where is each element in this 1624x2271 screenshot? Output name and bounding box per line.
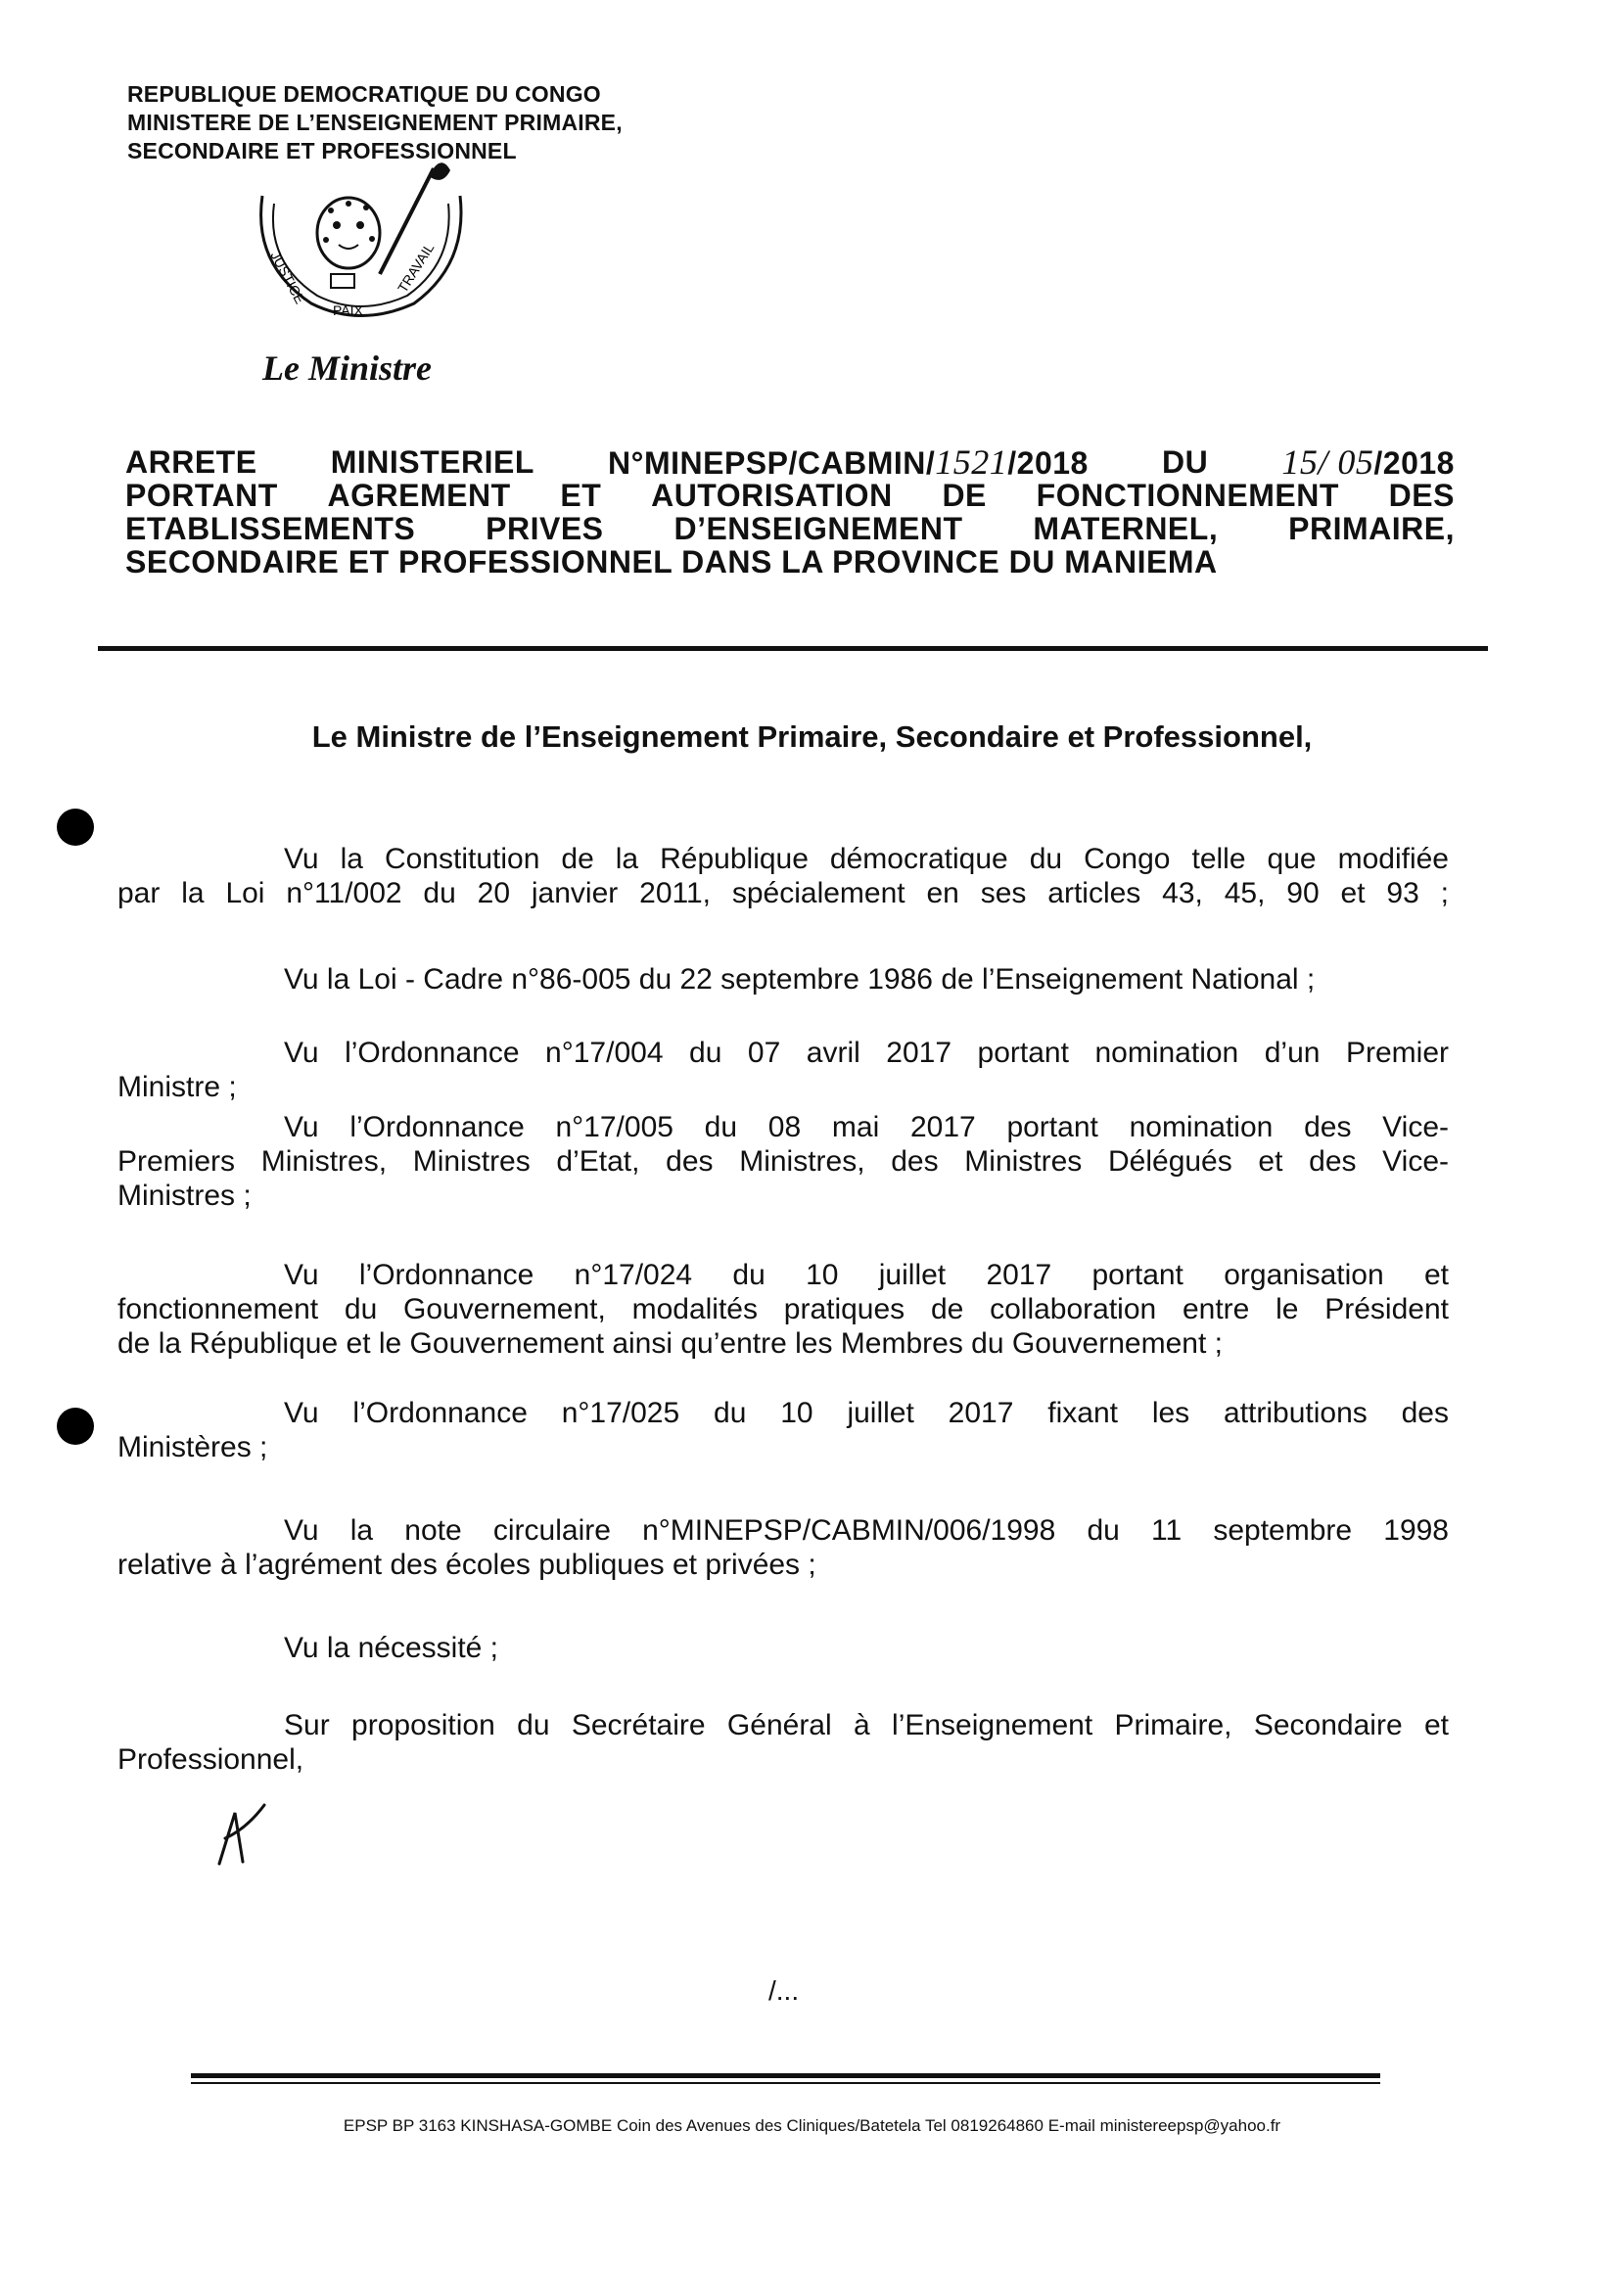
title-word: MINISTERIEL: [330, 444, 534, 480]
consideration-loi-cadre: Vu la Loi - Cadre n°86-005 du 22 septembre 1986 de l’Enseignement National ;: [284, 963, 1316, 996]
footer-divider-thin: [191, 2082, 1380, 2084]
footer-address: EPSP BP 3163 KINSHASA-GOMBE Coin des Avenues des Cliniques/Batetela Tel 0819264860 E-mail ministereepsp@yahoo.fr: [343, 2116, 1281, 2135]
consideration-constitution: Vu la Constitution de la République démocratique du Congo telle que modifiée par la Loi n°11/002 du 20 janvier 2011, spécialement en ses articles 43, 45, 90 et 93 ;: [117, 843, 1449, 909]
title-divider: [98, 646, 1488, 651]
title-line-1: [125, 442, 1455, 482]
decree-date: 15/ 05/2018: [1281, 442, 1455, 482]
preamble: Le Ministre de l’Enseignement Primaire, Secondaire et Professionnel,: [311, 719, 1313, 754]
consideration-proposition: Sur proposition du Secrétaire Général à l’Enseignement Primaire, Secondaire et Professionnel,: [117, 1709, 1449, 1776]
letterhead-ministry-line1: MINISTERE DE L’ENSEIGNEMENT PRIMAIRE,: [127, 110, 623, 135]
title-line-4: SECONDAIRE ET PROFESSIONNEL DANS LA PROVINCE DU MANIEMA: [125, 544, 1218, 579]
footer-divider: [191, 2073, 1380, 2078]
handwritten-number: 1521: [935, 442, 1008, 482]
letterhead: [127, 80, 623, 165]
decree-number: N°MINEPSP/CABMIN/1521/2018: [608, 442, 1089, 482]
consideration-ordonnance-025: Vu l’Ordonnance n°17/025 du 10 juillet 2017 fixant les attributions des Ministères ;: [117, 1397, 1449, 1463]
consideration-necessite: Vu la nécessité ;: [284, 1632, 499, 1664]
svg-text:PAIX: PAIX: [333, 302, 363, 318]
punch-hole: [57, 809, 94, 846]
consideration-note-circulaire: Vu la note circulaire n°MINEPSP/CABMIN/006/1998 du 11 septembre 1998 relative à l’agrément des écoles publiques et privées ;: [117, 1514, 1449, 1581]
title-line-2: PORTANT AGREMENT ET AUTORISATION DE FONCTIONNEMENT DES: [125, 478, 1455, 513]
consideration-ordonnance-004: Vu l’Ordonnance n°17/004 du 07 avril 2017 portant nomination d’un Premier Ministre ;: [117, 1037, 1449, 1103]
title-line-3: ETABLISSEMENTS PRIVES D’ENSEIGNEMENT MATERNEL, PRIMAIRE,: [125, 511, 1455, 546]
handwritten-date: 15/ 05: [1281, 442, 1374, 482]
coat-of-arms-seal: [233, 157, 487, 328]
handwritten-initial: [213, 1799, 272, 1868]
page-continuation: /...: [768, 1975, 800, 2006]
title-word: ARRETE: [125, 444, 257, 480]
svg-text:JUSTICE: JUSTICE: [267, 248, 308, 306]
svg-text:TRAVAIL: TRAVAIL: [394, 240, 438, 296]
punch-hole: [57, 1408, 94, 1445]
consideration-ordonnance-005: Vu l’Ordonnance n°17/005 du 08 mai 2017 portant nomination des Vice- Premiers Ministres, Ministres d’Etat, des Ministres, des Ministres Délégués et des Vice- Ministres ;: [117, 1111, 1449, 1212]
letterhead-ministry-line2: SECONDAIRE ET PROFESSIONNEL: [127, 138, 517, 163]
consideration-ordonnance-024: Vu l’Ordonnance n°17/024 du 10 juillet 2017 portant organisation et fonctionnement du Gouvernement, modalités pratiques de collaboration entre le Président de la République et le Gouvernement ainsi qu’entre les Membres du Gouvernement ;: [117, 1259, 1449, 1360]
letterhead-country: REPUBLIQUE DEMOCRATIQUE DU CONGO: [127, 81, 601, 107]
decree-title: [125, 442, 1455, 579]
signature-title: Le Ministre: [262, 348, 433, 388]
title-word: DU: [1161, 444, 1209, 480]
